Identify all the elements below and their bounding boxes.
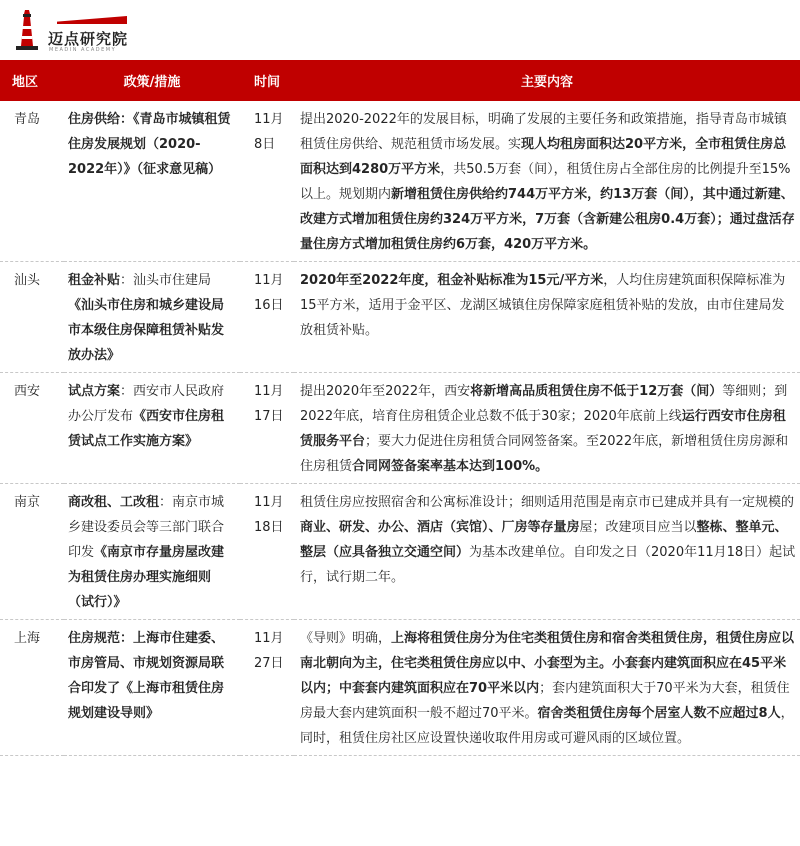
header-time: 时间 [240,60,294,101]
header-content: 主要内容 [294,60,800,101]
policy-text: 《南京市存量房屋改建为租赁住房办理实施细则（试行）》 [68,545,225,610]
time-day: 18日 [254,520,284,535]
time-day: 27日 [254,656,284,671]
content-text: ；套内建筑面积大于70平米为大套，租赁住房最大套内建筑面积一般不超过70平米。 [300,681,790,721]
content-text: 现人均租房面积达20平方米，全市租赁住房总面积达到4280万平方米 [300,137,787,177]
table-header-row [0,60,800,101]
table-row [0,620,800,756]
brand-name: 迈点研究院 [48,30,129,48]
time-day: 8日 [254,137,276,152]
content-text: 提出2020年至2022年，西安 [300,384,471,399]
table-row [0,373,800,484]
time-month: 11月 [254,112,284,127]
content-cell [294,262,800,373]
content-text: 将新增高品质租赁住房不低于12万套（间） [470,384,723,399]
region-cell: 青岛 [0,101,64,262]
time-cell [240,373,294,484]
content-cell [294,620,800,756]
content-text: 新增租赁住房供给约744万平方米，约13万套（间），其中通过新建、改建方式增加租赁住房约324万平方米，7万套（含新建公租房0.4万套）；通过盘活存量住房方式增加租赁住房约6万套，420万平方米。 [300,187,795,252]
table-row [0,262,800,373]
content-text: 合同网签备案率基本达到100%。 [352,459,549,474]
brand-logo [8,6,208,56]
policy-cell [64,262,240,373]
time-cell [240,620,294,756]
policy-cell [64,373,240,484]
brand-red-stripe [57,16,127,24]
content-text: 租赁住房应按照宿舍和公寓标准设计；细则适用范围是南京市已建成并具有一定规模的 [300,495,795,510]
time-month: 11月 [254,273,284,288]
content-text: 屋；改建项目应当以 [579,520,697,535]
brand-subtitle: MEADIN ACADEMY [49,47,117,53]
policy-table [0,60,800,756]
policy-cell [64,620,240,756]
header-policy: 政策/措施 [64,60,240,101]
policy-text: 住房供给：《青岛市城镇租赁住房发展规划（2020-2022年）》（征求意见稿） [68,112,231,177]
time-day: 17日 [254,409,284,424]
table-row [0,101,800,262]
policy-text: 住房规范：上海市住建委、市房管局、市规划资源局联合印发了《上海市租赁住房规划建设导则》 [68,631,225,721]
content-text: 等细则；到2022年底，培育住房租赁企业总数不低于30家；2020年底前上线 [300,384,788,424]
content-text: ；要大力促进住房租赁合同网签备案。至2022年底，新增租赁住房房源和住房租赁 [300,434,789,474]
region-cell: 汕头 [0,262,64,373]
time-cell [240,262,294,373]
policy-text: 商改租、工改租 [68,495,160,510]
lighthouse-icon [12,6,42,52]
time-month: 11月 [254,495,284,510]
policy-text: 《西安市住房租赁试点工作实施方案》 [68,409,225,449]
policy-text: ：西安市人民政府办公厅发布 [68,384,225,424]
content-text: 运行西安市住房租赁服务平台 [300,409,786,449]
policy-text: ：汕头市住建局 [120,273,212,288]
content-text: 整栋、整单元、整层（应具备独立交通空间） [300,520,788,560]
content-cell [294,101,800,262]
time-month: 11月 [254,384,284,399]
content-text: ，人均住房建筑面积保障标准为15平方米，适用于金平区、龙湖区城镇住房保障家庭租赁补贴的发放，由市住建局发放租赁补贴。 [300,273,786,338]
region-cell: 南京 [0,484,64,620]
table-row [0,484,800,620]
content-cell [294,484,800,620]
content-text: 上海将租赁住房分为住宅类租赁住房和宿舍类租赁住房，租赁住房应以南北朝向为主，住宅类租赁住房应以中、小套型为主。小套套内建筑面积应在45平米以内；中套套内建筑面积应在70平米以内 [300,631,795,696]
region-cell: 西安 [0,373,64,484]
content-text: 宿舍类租赁住房每个居室人数不应超过8人 [537,706,781,721]
content-text: 2020年至2022年度，租金补贴标准为15元/平方米 [300,273,604,288]
content-text: 商业、研发、办公、酒店（宾馆）、厂房等存量房 [300,520,580,535]
time-cell [240,484,294,620]
region-cell: 上海 [0,620,64,756]
time-month: 11月 [254,631,284,646]
policy-text: 《汕头市住房和城乡建设局市本级住房保障租赁补贴发放办法》 [68,298,225,363]
content-text: 为基本改建单位。自印发之日（2020年11月18日）起试行，试行期二年。 [300,545,796,585]
policy-cell [64,101,240,262]
content-text: 提出2020-2022年的发展目标，明确了发展的主要任务和政策措施，指导青岛市城镇租赁住房供给、规范租赁市场发展。实 [300,112,787,152]
content-text: ，共50.5万套（间），租赁住房占全部住房的比例提升至15%以上。规划期内 [300,162,791,202]
content-text: 《导则》明确， [300,631,392,646]
content-cell [294,373,800,484]
policy-text: ：南京市城乡建设委员会等三部门联合印发 [68,495,225,560]
time-day: 16日 [254,298,284,313]
policy-text: 试点方案 [68,384,121,399]
header-region: 地区 [0,60,64,101]
policy-cell [64,484,240,620]
time-cell [240,101,294,262]
content-text: ，同时，租赁住房社区应设置快递收取件用房或可避风雨的区域位置。 [300,706,794,746]
policy-text: 租金补贴 [68,273,121,288]
